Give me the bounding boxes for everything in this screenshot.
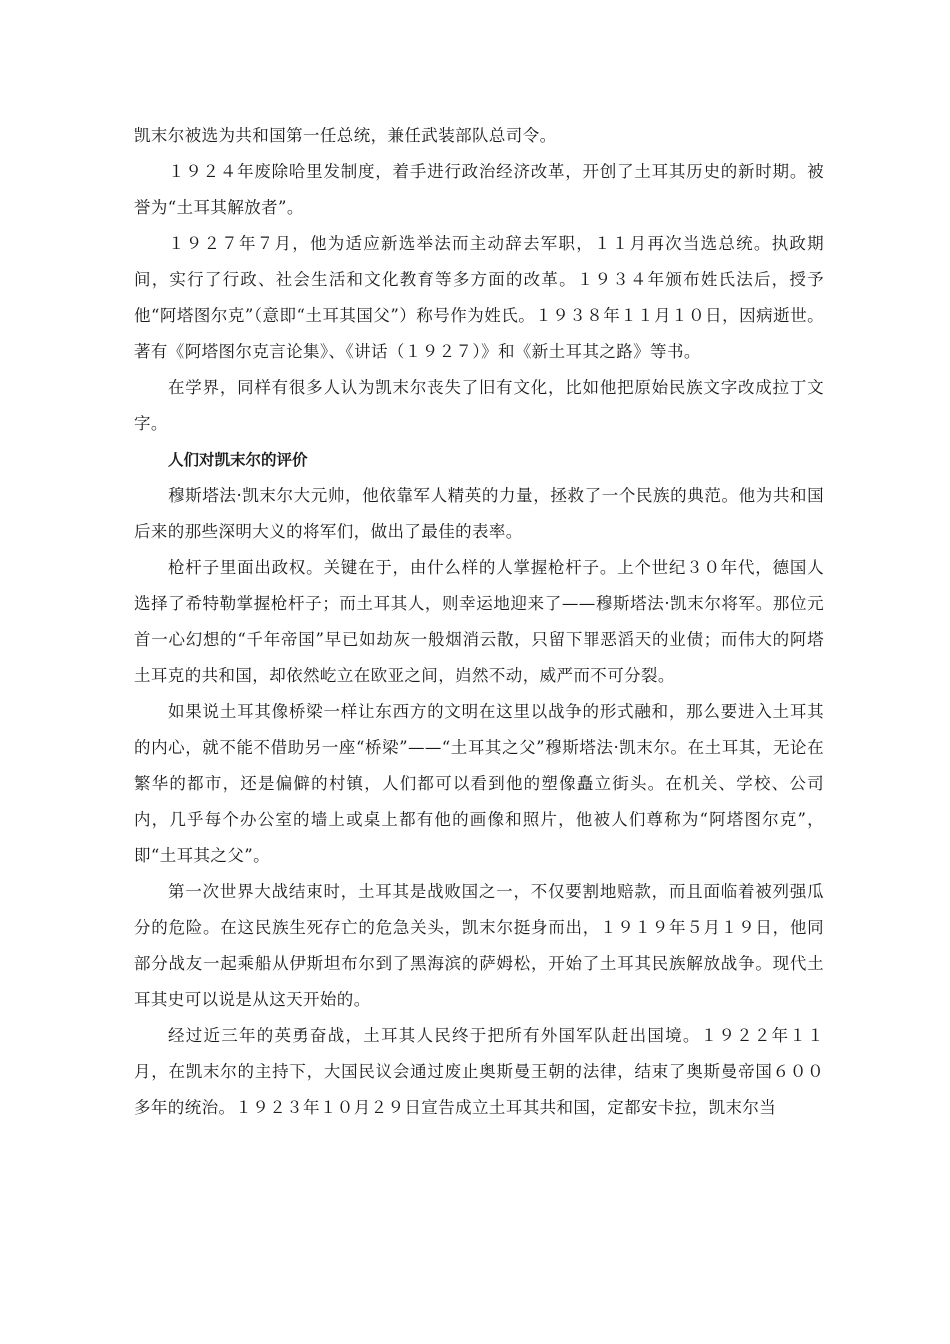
paragraph: 枪杆子里面出政权。关键在于，由什么样的人掌握枪杆子。上个世纪３０年代，德国人选择了希特勒掌握枪杆子；而土耳其人，则幸运地迎来了——穆斯塔法·凯末尔将军。那位元首一心幻想的“千年帝国”早已如劫灰一般烟消云散，只留下罪恶滔天的业债；而伟大的阿塔土耳克的共和国，却依然屹立在欧亚之间，岿然不动，威严而不可分裂。	[134, 558, 824, 685]
paragraph: １９２４年废除哈里发制度，着手进行政治经济改革，开创了土耳其历史的新时期。被誉为“土耳其解放者”。	[134, 162, 824, 217]
paragraph: 凯末尔被选为共和国第一任总统，兼任武装部队总司令。	[134, 126, 557, 145]
paragraph: 第一次世界大战结束时，土耳其是战败国之一，不仅要割地赔款，而且面临着被列强瓜分的危险。在这民族生死存亡的危急关头，凯末尔挺身而出，１９１９年５月１９日，他同部分战友一起乘船从伊斯坦布尔到了黑海滨的萨姆松，开始了土耳其民族解放战争。现代土耳其史可以说是从这天开始的。	[134, 882, 824, 1009]
paragraph: 穆斯塔法·凯末尔大元帅，他依靠军人精英的力量，拯救了一个民族的典范。他为共和国后来的那些深明大义的将军们，做出了最佳的表率。	[134, 486, 824, 541]
paragraph: 在学界，同样有很多人认为凯末尔丧失了旧有文化，比如他把原始民族文字改成拉丁文字。	[134, 378, 824, 433]
document-page	[134, 118, 824, 1126]
paragraph: 经过近三年的英勇奋战，土耳其人民终于把所有外国军队赶出国境。１９２２年１１月，在凯末尔的主持下，大国民议会通过废止奥斯曼王朝的法律，结束了奥斯曼帝国６００多年的统治。１９２３年１０月２９日宣告成立土耳其共和国，定都安卡拉，凯末尔当	[134, 1026, 824, 1117]
paragraph: １９２７年７月，他为适应新选举法而主动辞去军职，１１月再次当选总统。执政期间，实行了行政、社会生活和文化教育等多方面的改革。１９３４年颁布姓氏法后，授予他“阿塔图尔克”（意即“土耳其国父”）称号作为姓氏。１９３８年１１月１０日，因病逝世。著有《阿塔图尔克言论集》、《讲话（１９２７）》和《新土耳其之路》等书。	[134, 234, 824, 361]
paragraph: 如果说土耳其像桥梁一样让东西方的文明在这里以战争的形式融和，那么要进入土耳其的内心，就不能不借助另一座“桥梁”——“土耳其之父”穆斯塔法·凯末尔。在土耳其，无论在繁华的都市，还是偏僻的村镇，人们都可以看到他的塑像矗立街头。在机关、学校、公司内，几乎每个办公室的墙上或桌上都有他的画像和照片，他被人们尊称为“阿塔图尔克”，即“土耳其之父”。	[134, 702, 824, 865]
section-heading: 人们对凯末尔的评价	[168, 451, 308, 469]
